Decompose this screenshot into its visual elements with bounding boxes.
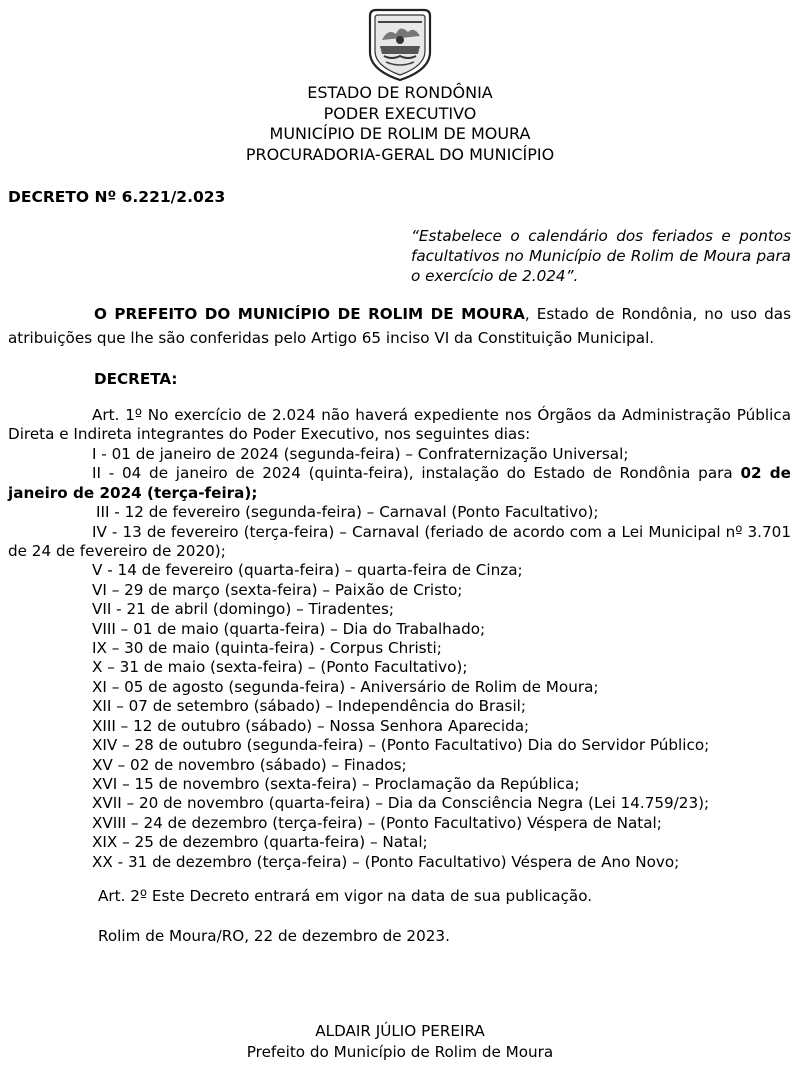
holiday-item: XVII – 20 de novembro (quarta-feira) – Dia da Consciência Negra (Lei 14.759/23);	[92, 794, 710, 813]
holiday-item-highlight: 02 de janeiro de 2024 (terça-feira);	[8, 464, 791, 502]
header-municipality: MUNICÍPIO DE ROLIM DE MOURA	[269, 124, 531, 143]
municipal-coat-of-arms-icon	[362, 6, 438, 82]
decreta-heading: DECRETA:	[94, 370, 178, 388]
decree-title: DECRETO Nº 6.221/2.023	[8, 188, 226, 206]
holiday-item: X – 31 de maio (sexta-feira) – (Ponto Facultativo);	[92, 658, 468, 677]
holiday-item: V - 14 de fevereiro (quarta-feira) – quarta-feira de Cinza;	[92, 561, 523, 580]
holiday-item: XVIII – 24 de dezembro (terça-feira) – (Ponto Facultativo) Véspera de Natal;	[92, 813, 662, 832]
holiday-item: IX – 30 de maio (quinta-feira) - Corpus Christi;	[92, 639, 442, 658]
signatory-name: ALDAIR JÚLIO PEREIRA	[315, 1022, 485, 1040]
holiday-item: IV - 13 de fevereiro (terça-feira) – Carnaval (feriado de acordo com a Lei Municipal nº 3.701 de 24 de fevereiro de 2020);	[8, 522, 791, 561]
article-2: Art. 2º Este Decreto entrará em vigor na data de sua publicação.	[98, 887, 593, 905]
document-header	[0, 83, 800, 165]
holiday-item: XIV – 28 de outubro (segunda-feira) – (Ponto Facultativo) Dia do Servidor Público;	[92, 736, 710, 755]
holiday-item: XV – 02 de novembro (sábado) – Finados;	[92, 755, 407, 774]
holiday-item: XVI – 15 de novembro (sexta-feira) – Proclamação da República;	[92, 774, 580, 793]
holiday-item: III - 12 de fevereiro (segunda-feira) – Carnaval (Ponto Facultativo);	[96, 503, 599, 522]
holiday-item: XX - 31 de dezembro (terça-feira) – (Ponto Facultativo) Véspera de Ano Novo;	[92, 852, 680, 871]
header-state: ESTADO DE RONDÔNIA	[307, 83, 493, 102]
preamble	[8, 302, 791, 350]
holiday-item	[8, 464, 791, 503]
article-1: Art. 1º No exercício de 2.024 não haverá expediente nos Órgãos da Administração Pública Direta e Indireta integrantes do Poder Executivo, nos seguintes dias:	[8, 406, 791, 444]
signatory-role: Prefeito do Município de Rolim de Moura	[246, 1043, 554, 1061]
header-branch: PODER EXECUTIVO	[323, 103, 477, 123]
signature-block	[0, 1021, 800, 1063]
holiday-item-text: II - 04 de janeiro de 2024 (quinta-feira), instalação do Estado de Rondônia para	[92, 464, 741, 483]
holiday-item: XII – 07 de setembro (sábado) – Independência do Brasil;	[92, 697, 527, 716]
decree-summary: “Estabelece o calendário dos feriados e pontos facultativos no Município de Rolim de Moura para o exercício de 2.024”.	[411, 227, 791, 285]
place-and-date: Rolim de Moura/RO, 22 de dezembro de 2023.	[98, 927, 450, 945]
holiday-item: VIII – 01 de maio (quarta-feira) – Dia do Trabalhado;	[92, 619, 486, 638]
holiday-item: VI – 29 de março (sexta-feira) – Paixão de Cristo;	[92, 580, 463, 599]
holiday-item: XIX – 25 de dezembro (quarta-feira) – Natal;	[92, 833, 428, 852]
preamble-authority: O PREFEITO DO MUNICÍPIO DE ROLIM DE MOURA	[94, 305, 525, 323]
holiday-list	[8, 445, 791, 872]
preamble-text: , Estado de Rondônia, no uso das atribuições que lhe são conferidas pelo Artigo 65 inciso VI da Constituição Municipal.	[8, 305, 791, 347]
holiday-item: XI – 05 de agosto (segunda-feira) - Aniversário de Rolim de Moura;	[92, 677, 599, 696]
holiday-item: XIII – 12 de outubro (sábado) – Nossa Senhora Aparecida;	[92, 716, 530, 735]
holiday-item: VII - 21 de abril (domingo) – Tiradentes;	[92, 600, 395, 619]
header-office: PROCURADORIA-GERAL DO MUNICÍPIO	[245, 144, 555, 164]
holiday-item: I - 01 de janeiro de 2024 (segunda-feira) – Confraternização Universal;	[92, 445, 629, 463]
